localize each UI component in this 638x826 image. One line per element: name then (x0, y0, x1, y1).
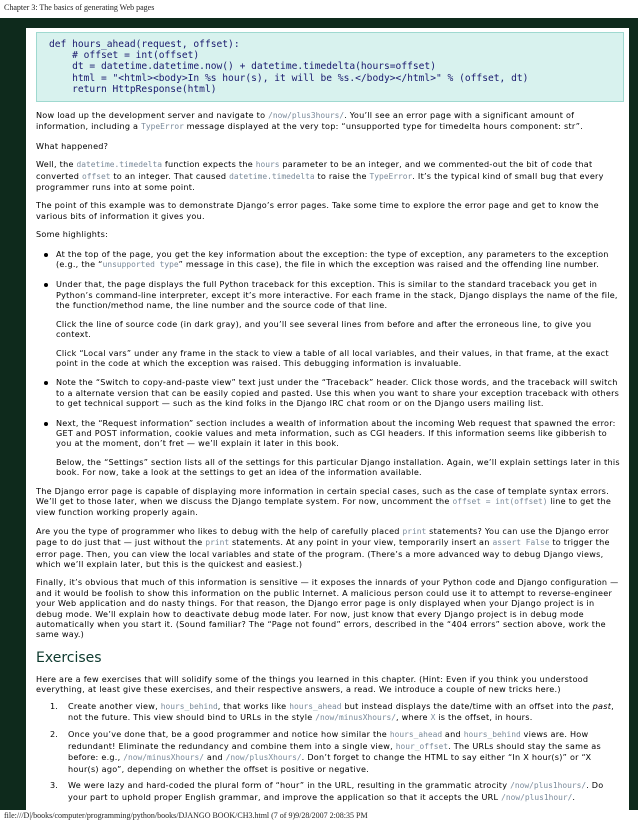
inline-code: TypeError (141, 122, 184, 132)
list-number: 3. (50, 780, 58, 791)
paragraph-load-server: Now load up the development server and navigate to /now/plus3hours/. You’ll see an error page with a significant amount of information, including a TypeError message displayed at the very top: “unsupported type for timedelta hours component: str”. (36, 110, 584, 132)
inline-code: /now/minusXhours/ (123, 753, 205, 763)
inline-code: TypeError (369, 171, 413, 181)
exercises-list (36, 701, 624, 803)
list-item: 1. Create another view, hours_behind, that works like hours_ahead but instead displays the date/time with an offset into the past, not the future. This view should bind to URLs in the style /now/minusXhours/, where X is the offset, in hours. (50, 700, 614, 723)
list-item: 2. Once you’ve done that, be a good programmer and notice how similar the hours_ahead and hours_behind views are. How redundant! Eliminate the redundancy and combine them into a single view, hour_offset. The URLs should stay the same as before: e.g., /now/minusXhours/ and /now/plusXhours/. Don’t forget to change the HTML to say either “In X hour(s)” or “X hour(s) ago”, depending on whether the offset is positive or negative. (50, 729, 601, 774)
code-block: def hours_ahead(request, offset): # offset = int(offset) dt = datetime.datetime.now() + datetime.timedelta(hours=offset) html = "<html><body>In %s hour(s), it will be %s.</body></html>" % (offset, dt) return HttpResponse(html) (36, 32, 624, 102)
list-item: At the top of the page, you get the key information about the exception: the type of exception, any parameters to the exception (e.g., the “unsupported type” message in this case), the file in which the exception was raised and the offending line number. (36, 249, 624, 271)
inline-code: /now/plus1hours/ (510, 781, 587, 791)
list-item: Next, the “Request information” section includes a wealth of information about the incoming Web request that spawned the error: GET and POST information, cookie values and meta information, such as CGI headers. If this information seems like gibberish to you at the moment, don’t fret — we’ll explain it later in this book. Below, the “Settings” section lists all of the settings for this particular Django installation. Again, we’ll explain settings later in this book. For now, take a look at the settings to get an idea of the information available. (36, 418, 624, 478)
paragraph-exercises-intro: Here are a few exercises that will solidify some of the things you learned in this chapter. (Hint: Even if you think you understood everything, at least give these exercises, and their respective answers, a read. We introduce a couple of new tricks here.) (36, 673, 589, 695)
paragraph-what-happened: What happened? (36, 140, 109, 151)
frame-border-right (629, 18, 638, 810)
paragraph-sensitive-info: Finally, it’s obvious that much of this information is sensitive — it exposes the innards of your Python code and Django configuration — and it would be foolish to show this information on the public Internet. A malicious person could use it to attempt to reverse-engineer your Web application and do nasty things. For that reason, the Django error page is only displayed when your Django project is in debug mode. We’ll explain how to deactivate debug mode later. For now, just know that every Django project is in debug mode automatically when you start it. (Sound familiar? The “Page not found” errors, described in the “404 errors” section above, work the same way.) (36, 577, 619, 640)
list-number: 2. (50, 729, 58, 740)
inline-code: print (205, 538, 230, 548)
paragraph-highlights-intro: Some highlights: (36, 229, 109, 240)
frame-border-top (0, 18, 638, 28)
document-body (36, 28, 624, 808)
inline-code: unsupported type (102, 260, 179, 270)
inline-code: hours_ahead (289, 701, 342, 711)
inline-code: /now/plus3hours/ (268, 111, 345, 121)
inline-code: hours (255, 160, 280, 170)
inline-code: hours_ahead (389, 730, 443, 740)
inline-code: /now/plus1hour/ (501, 792, 573, 802)
list-item: 3. We were lazy and hard-coded the plural form of “hour” in the URL, resulting in the grammatic atrocity /now/plus1hours/. Do your part to uphold proper English grammar, and improve the application so that it accepts the URL /now/plus1hour/. (50, 780, 604, 802)
exercises-heading: Exercises (36, 649, 102, 666)
inline-code: assert False (492, 538, 550, 548)
list-item: Under that, the page displays the full Python traceback for this exception. This is similar to the standard traceback you get in Python’s command-line interpreter, except it’s more interactive. For each frame in the stack, Django displays the name of the file, the function/method name, the line number and the source code of that line. Click the line of source code (in dark gray), and you’ll see several lines from before and after the erroneous line, to give you context. Click “Local vars” under any frame in the stack to view a table of all local variables, and their values, in that frame, at the exact point in the code at which the exception was raised. This debugging information is invaluable. (36, 279, 624, 368)
paragraph-point-of-example: The point of this example was to demonstrate Django’s error pages. Take some time to explore the error page and get to know the various bits of information it gives you. (36, 200, 599, 221)
inline-code: print (402, 526, 427, 536)
paragraph-print-debugging: Are you the type of programmer who likes to debug with the help of carefully placed print statements? You can use the Django error page to do just that — just without the print statements. At any point in your view, temporarily insert an assert False to trigger the error page. Then, you can view the local variables and state of the program. (There’s a more advanced way to debug Django views, which we’ll explain later, but this is the quickest and easiest.) (36, 525, 610, 570)
inline-code: offset (82, 171, 111, 181)
inline-code: X (430, 713, 436, 723)
inline-code: hour_offset (395, 741, 449, 751)
inline-code: /now/minusXhours/ (315, 713, 397, 723)
page-header-caption: Chapter 3: The basics of generating Web pages (4, 3, 155, 12)
highlights-list (36, 249, 624, 478)
inline-code: hours_behind (160, 701, 218, 711)
inline-code: datetime.timedelta (229, 171, 315, 181)
list-item: Note the “Switch to copy-and-paste view” text just under the “Traceback” header. Click those words, and the traceback will switch to a alternate version that can be easily copied and pasted. Use this when you want to share your exception traceback with others to get technical support — such as the kind folks in the Django IRC chat room or on the Django users mailing list. (36, 377, 624, 408)
inline-code: offset = int(offset) (452, 496, 548, 506)
paragraph-explanation: Well, the datetime.timedelta function expects the hours parameter to be an integer, and we commented-out the bit of code that converted offset to an integer. That caused datetime.timedelta to raise the TypeError. It’s the typical kind of small bug that every programmer runs into at some point. (36, 159, 604, 193)
inline-code: /now/plusXhours/ (225, 753, 302, 763)
paragraph-special-cases: The Django error page is capable of displaying more information in certain special cases, such as the case of template syntax errors. We’ll get to those later, when we discuss the Django template system. For now, uncomment the offset = int(offset) line to get the view function working properly again. (36, 485, 612, 518)
inline-code: hours_behind (463, 730, 521, 740)
page-footer-caption: file:///D|/books/computer/programming/python/books/DJANGO BOOK/CH3.html (7 of 9)9/28/2007 2:08:35 PM (4, 811, 368, 820)
list-number: 1. (50, 700, 58, 711)
inline-code: datetime.timedelta (76, 160, 163, 170)
frame-border-left (0, 18, 26, 810)
